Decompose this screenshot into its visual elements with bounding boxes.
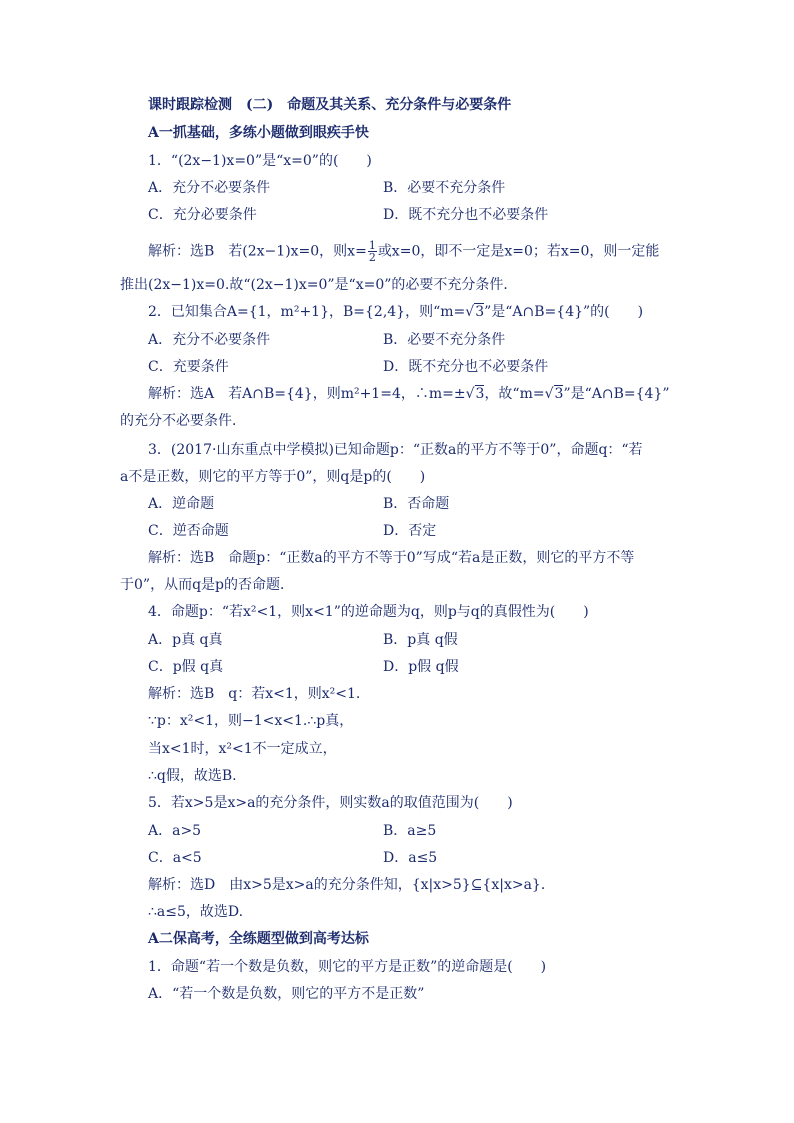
question-2-stem: 2．已知集合A={1，m²+1}，B={2,4}，则“m=√3”是“A∩B={4}”的( ) — [148, 304, 644, 320]
question-3-option-b: B．否命题 — [383, 496, 450, 512]
fraction-numerator: 1 — [368, 239, 376, 252]
question-2-option-c: C．充要条件 — [148, 359, 229, 375]
question-5-solution-line-1: 解析：选D 由x>5是x>a的充分条件知，{x|x>5}⊆{x|x>a}． — [148, 877, 555, 893]
solution-text: 解析：选B 若(2x−1)x=0，则x= — [148, 243, 367, 260]
solution-text: ”是“A∩B={4}” — [563, 386, 670, 402]
section-heading-basic — [148, 124, 369, 142]
question-3-option-c: C．逆否命题 — [148, 523, 229, 539]
question-3-stem-line-2: a不是正数，则它的平方等于0”，则q是p的( ) — [120, 469, 426, 485]
question-2-option-d: D．既不充分也不必要条件 — [383, 359, 549, 375]
section-heading-text: 二保高考，全练题型做到高考达标 — [158, 931, 369, 947]
question-4-option-b: B．p真 q假 — [383, 632, 458, 648]
question-3-option-a: A．逆命题 — [148, 496, 215, 512]
question-4-solution-line-3: 当x<1时，x²<1不一定成立， — [148, 741, 337, 757]
stem-text: ”是“A∩B={4}”的( ) — [484, 304, 644, 320]
question-4-option-a: A．p真 q真 — [148, 632, 223, 648]
question-1-option-d: D．既不充分也不必要条件 — [383, 207, 549, 223]
question-5-stem: 5．若x>5是x>a的充分条件，则实数a的取值范围为( ) — [148, 795, 513, 811]
sqrt-radicand: 3 — [475, 304, 485, 320]
part2-question-1-option-a: A．“若一个数是负数，则它的平方不是正数” — [148, 986, 425, 1002]
question-4-option-d: D．p假 q假 — [383, 659, 459, 675]
stem-text: 2．已知集合A={1，m²+1}，B={2,4}，则“m= — [148, 304, 466, 320]
question-5-solution-line-2: ∴a≤5，故选D. — [148, 904, 244, 920]
section-heading-text: 一抓基础，多练小题做到眼疾手快 — [158, 125, 369, 141]
part2-question-1-stem: 1．命题“若一个数是负数，则它的平方是正数”的逆命题是( ) — [148, 959, 547, 975]
question-2-option-b: B．必要不充分条件 — [383, 332, 506, 348]
fraction — [368, 240, 377, 263]
section-mark-icon: A — [148, 125, 159, 141]
question-3-solution-line-1: 解析：选B 命题p：“正数a的平方不等于0”写成“若a是正数，则它的平方不等 — [148, 550, 635, 566]
question-1-option-a: A．充分不必要条件 — [148, 180, 271, 196]
question-1-solution-line-1 — [148, 240, 659, 263]
question-1-stem: 1．“(2x−1)x=0”是“x=0”的( ) — [148, 153, 372, 169]
solution-text: 解析：选A 若A∩B={4}，则m²+1=4，∴m=± — [148, 386, 466, 402]
page-title: 课时跟踪检测 (二) 命题及其关系、充分条件与必要条件 — [148, 97, 512, 113]
sqrt-radicand: 3 — [475, 386, 485, 402]
question-3-stem-line-1: 3．(2017·山东重点中学模拟)已知命题p：“正数a的平方不等于0”，命题q：“若 — [148, 442, 643, 458]
question-3-option-d: D．否定 — [383, 523, 437, 539]
question-5-option-b: B．a≥5 — [383, 823, 437, 839]
question-1-option-b: B．必要不充分条件 — [383, 180, 506, 196]
question-1-solution-line-2: 推出(2x−1)x=0.故“(2x−1)x=0”是“x=0”的必要不充分条件． — [120, 277, 518, 293]
sqrt-radicand: 3 — [554, 386, 564, 402]
question-4-solution-line-2: ∵p：x²<1，则−1<x<1.∴p真， — [148, 713, 354, 729]
question-2-solution-line-1: 解析：选A 若A∩B={4}，则m²+1=4，∴m=±√3，故“m=√3”是“A∩B={4}” — [148, 386, 670, 402]
question-2-solution-line-2: 的充分不必要条件． — [120, 413, 246, 429]
solution-text: 或x=0，即不一定是x=0；若x=0，则一定能 — [377, 243, 660, 260]
question-1-option-c: C．充分必要条件 — [148, 207, 257, 223]
section-mark-icon: A — [148, 931, 159, 947]
section-heading-exam — [148, 930, 369, 948]
question-4-option-c: C．p假 q真 — [148, 659, 224, 675]
fraction-denominator: 2 — [368, 251, 376, 264]
question-5-option-c: C．a<5 — [148, 850, 202, 866]
question-2-option-a: A．充分不必要条件 — [148, 332, 271, 348]
question-4-stem: 4．命题p：“若x²<1，则x<1”的逆命题为q，则p与q的真假性为( ) — [148, 604, 589, 620]
solution-text: ，故“m= — [484, 386, 545, 402]
question-3-solution-line-2: 于0”，从而q是p的否命题． — [120, 577, 294, 593]
question-5-option-d: D．a≤5 — [383, 850, 438, 866]
question-4-solution-line-1: 解析：选B q：若x<1，则x²<1. — [148, 686, 361, 702]
question-4-solution-line-4: ∴q假，故选B. — [148, 768, 237, 784]
question-5-option-a: A．a>5 — [148, 823, 202, 839]
